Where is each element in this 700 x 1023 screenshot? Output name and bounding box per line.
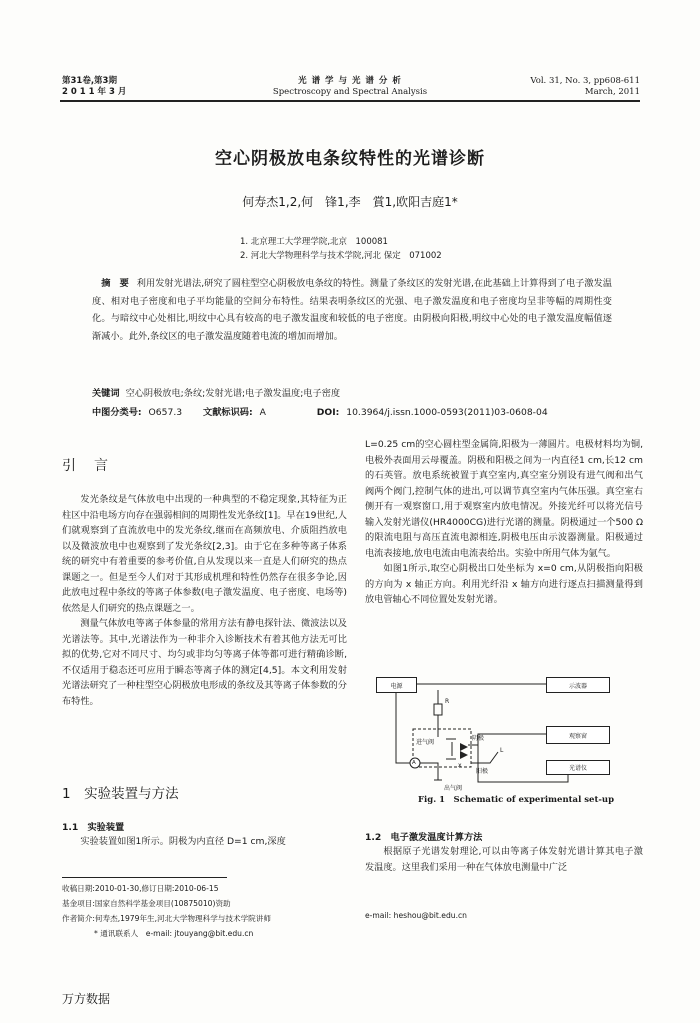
apparatus-description [365, 437, 643, 608]
inlet-valve-label: 进气阀 [416, 739, 435, 746]
journal-name-en: Spectroscopy and Spectral Analysis [272, 87, 428, 97]
classification-line [92, 404, 548, 418]
ammeter-label: A [412, 760, 416, 766]
header-rule [60, 100, 640, 102]
intro-paragraph: 测量气体放电等离子体参量的常用方法有静电探针法、微波法以及光谱法等。其中,光谱法作为一种非介入诊断技术有着其他方法无可比拟的优势,它对不同尺寸、均匀或非均匀等离子体等都可进行精确诊断,不仅适用于稳态还可应用于瞬态等离子体的测定[4,5]。本文利用发射光谱法研究了一种柱型空心阴极放电形成的条纹及其等离子体参数的分布特性。 [62, 618, 347, 707]
footnotes [62, 881, 271, 941]
affiliation-2: 2. 河北大学物理科学与技术学院,河北 保定 071002 [240, 251, 442, 261]
abstract-text: 利用发射光谱法,研究了圆柱型空心阴极放电条纹的特性。测量了条纹区的发射光谱,在此基础上计算得到了电子激发温度、相对电子密度和电子平均能量的空间分布特性。结果表明条纹区的光强、电子激发温度和电子密度均呈非等幅的周期性变化。与暗纹中心处相比,明纹中心具有较高的电子激发温度和较低的电子密度。由阴极向阳极,明纹中心处的电子激发温度幅值逐渐减小。此外,条纹区的电子激发温度随着电流的增加而增加。 [92, 278, 612, 342]
figure-1-caption: Fig. 1 Schematic of experimental set-up [418, 795, 615, 805]
footnote-author: 作者简介:何寿杰,1979年生,河北大学物理科学与技术学院讲师 [62, 914, 271, 923]
apparatus-paragraph: 如图1所示,取空心阴极出口处坐标为 x=0 cm,从阴极指向阳极的方向为 x 轴正方向。利用光纤沿 x 轴方向进行逐点扫描测量得到放电管轴心不同位置处发射光谱。 [365, 563, 643, 605]
section-1-heading: 1 实验装置与方法 [62, 786, 179, 802]
journal-date: 2 0 1 1 年 3 月 [62, 87, 127, 97]
clc-label: 中图分类号: [92, 407, 142, 418]
intro-body [62, 492, 347, 709]
doi-value: 10.3964/j.issn.1000-0593(2011)03-0608-04 [346, 407, 548, 418]
doc-code-value: A [259, 407, 266, 418]
fiber-tip-icon [460, 751, 468, 759]
section-1-1-text: 实验装置如图1所示。阴极为内直径 D=1 cm,深度 [80, 836, 286, 847]
resistor-label: R [445, 698, 450, 705]
figure-1-schematic [368, 667, 640, 792]
intro-paragraph: 发光条纹是气体放电中出现的一种典型的不稳定现象,其特征为正柱区中沿电场方向存在强弱相间的周期性发光条纹[1]。早在19世纪,人们就观察到了直流放电中的发光条纹,继而在高频放电、介质阻挡放电以及微波放电中也观察到了发光条纹[2,3]。由于它在多种等离子体系统的研究中有着重要的参考价值,自从发现以来一直是人们研究的热点课题之一。但是至今人们对于其形成机理和特性仍然存在很多争论,因此放电过程中条纹的等离子体参数(电子激发温度、电子密度、电场等)依然是人们研究的热点课题之一。 [62, 494, 347, 614]
anode-label: 阳极 [476, 768, 489, 775]
apparatus-paragraph: L=0.25 cm的空心圆柱型金属筒,阳极为一薄圆片。电极材料均为铜,电极外表面用云母覆盖。阴极和阳极之间为一内直径1 cm,长12 cm的石英管。放电系统被置于真空室内,真空室分别设有进气阀和出气阀两个阀门,控制气体的进出,可以调节真空室内气体压强。真空室右侧开有一观察窗口,用于观察室内放电情况。外接光纤可以将光信号输入发射光谱仪(HR4000CG)进行光谱的测量。阴极通过一个500 Ω的限流电阻与高压直流电源相连,阴极电压由示波器测量。阳极通过电流表接地,放电电流由电流表给出。实验中所用气体为氩气。 [365, 439, 643, 559]
cathode-label: 阴极 [472, 735, 485, 742]
watermark: 万方数据 [62, 992, 111, 1006]
affiliation-1: 1. 北京理工大学理学院,北京 100081 [240, 237, 388, 247]
keywords-text: 空心阴极放电;条纹;发射光谱;电子激发温度;电子密度 [125, 388, 341, 399]
journal-volume: 第31卷,第3期 [62, 76, 117, 86]
section-1-1-body [62, 834, 347, 850]
power-supply-box: 电源 [376, 677, 417, 693]
anode-marker-icon [460, 743, 468, 751]
abstract [92, 275, 612, 345]
keywords-label: 关键词 [92, 388, 120, 399]
footnote-corresponding: * 通讯联系人 e-mail: jtouyang@bit.edu.cn [94, 929, 254, 938]
section-1-1-heading: 1.1 实验装置 [62, 822, 125, 833]
oscilloscope-box: 示波器 [546, 677, 610, 693]
outlet-valve-label: 出气阀 [444, 785, 463, 792]
author-list: 何寿杰1,2,何 锋1,李 賞1,欧阳吉庭1* [242, 195, 458, 209]
journal-name-cn: 光 谱 学 与 光 谱 分 析 [298, 76, 402, 86]
page-title: 空心阴极放电条纹特性的光谱诊断 [215, 149, 485, 169]
footnote-email: e-mail: heshou@bit.edu.cn [365, 911, 467, 920]
footnote-received: 收稿日期:2010-01-30,修订日期:2010-06-15 [62, 884, 219, 893]
doc-code-label: 文献标识码: [203, 407, 253, 418]
section-1-2-text: 根据原子光谱发射理论,可以由等离子体发射光谱计算其电子激发温度。这里我们采用一种在气体放电测量中广泛 [365, 846, 643, 873]
footnote-fund: 基金项目:国家自然科学基金项目(10875010)资助 [62, 899, 231, 908]
spectrometer-box: 光谱仪 [546, 760, 610, 775]
journal-date-en: March, 2011 [584, 87, 640, 97]
clc-value: O657.3 [148, 407, 183, 418]
section-1-2-body [365, 844, 643, 875]
section-1-2-heading: 1.2 电子激发温度计算方法 [365, 832, 483, 843]
keywords [92, 385, 340, 399]
intro-heading: 引 言 [62, 458, 110, 474]
viewing-window-box: 观察窗 [546, 726, 610, 744]
doi-label: DOI: [316, 407, 340, 418]
fiber-label: L [500, 747, 504, 754]
journal-volume-en: Vol. 31, No. 3, pp608-611 [530, 76, 640, 86]
x-axis-label: x [458, 762, 462, 769]
footnote-rule [62, 877, 227, 878]
abstract-label: 摘 要 [101, 278, 129, 289]
